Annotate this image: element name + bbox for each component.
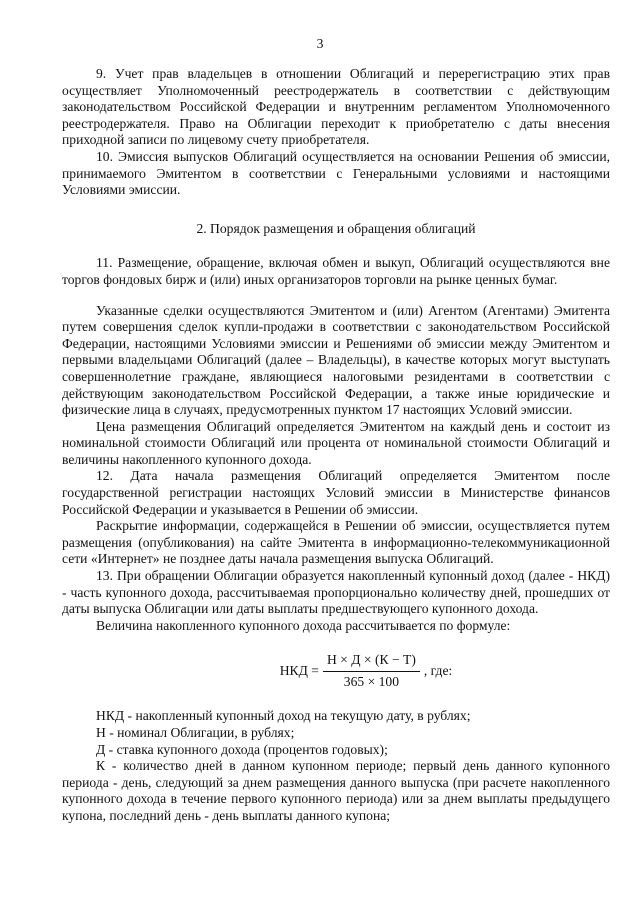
document-body [62,66,610,825]
paragraph-price: Цена размещения Облигаций определяется Эмитентом на каждый день и состоит из номинальной стоимости Облигаций или процента от номинальной стоимости Облигаций и величины накопленного купонного дохода. [62,418,610,467]
nkd-formula [122,648,610,694]
definition-d: Д - ставка купонного дохода (процентов годовых); [96,741,388,757]
paragraph-12: 12. Дата начала размещения Облигаций определяется Эмитентом после государственной регистрации настоящих Условий эмиссии в Министерстве финансов Российской Федерации и указывается в Решении об эмиссии. [62,468,610,517]
paragraph-formula-intro: Величина накопленного купонного дохода рассчитывается по формуле: [96,617,511,633]
paragraph-disclosure: Раскрытие информации, содержащейся в Решении об эмиссии, осуществляется путем размещения (опубликования) на сайте Эмитента в информационно-телекоммуникационной сети «Интернет» не позднее даты начала размещения выпуска Облигаций. [62,518,610,567]
paragraph-gap [62,289,610,303]
paragraph-deals: Указанные сделки осуществляются Эмитентом и (или) Агентом (Агентами) Эмитента путем совершения сделок купли-продажи в соответствии с законодательством Российской Федерации, настоящими Условиями эмиссии и Решениями об эмиссии между Эмитентом и первыми владельцами Облигаций (далее – Владельцы), в качестве которых могут выступать совершеннолетние граждане, являющиеся налоговыми резидентами в соответствии с действующим законодательством Российской Федерации, а также иные юридические и физические лица в случаях, предусмотренных пунктом 17 настоящих Условий эмиссии. [62,302,610,418]
formula-denominator: 365 × 100 [343,673,400,689]
definition-nkd: НКД - накопленный купонный доход на текущую дату, в рублях; [96,708,471,724]
paragraph-10: 10. Эмиссия выпусков Облигаций осуществляется на основании Решения об эмиссии, принимаемого Эмитентом в соответствии с Генеральными условиями и настоящими Условиями эмиссии. [62,148,610,198]
formula-fraction [323,652,420,690]
paragraph-11: 11. Размещение, обращение, включая обмен и выкуп, Облигаций осуществляются вне торгов фондовых бирж и (или) иных организаторов торговли на рынке ценных бумаг. [62,255,610,287]
formula-numerator: Н × Д × (К − Т) [323,652,420,672]
page-number: 3 [316,36,324,51]
formula-lhs: НКД = [279,663,319,679]
formula-tail: , где: [423,663,453,679]
paragraph-13: 13. При обращении Облигации образуется накопленный купонный доход (далее - НКД) - часть купонного дохода, рассчитываемая пропорционально количеству дней, прошедших от даты выпуска Облигации или даты выплаты предшествующего купонного дохода. [62,568,610,617]
paragraph-9: 9. Учет прав владельцев в отношении Облигаций и перерегистрацию этих прав осуществляет Уполномоченный реестродержатель в соответствии с действующим законодательством Российской Федерации и внутренним регламентом Уполномоченного реестродержателя. Право на Облигации переходит к приобретателю с даты внесения приходной записи по лицевому счету приобретателя. [62,66,610,148]
definition-n: Н - номинал Облигации, в рублях; [96,725,295,740]
section-title: 2. Порядок размещения и обращения облигаций [196,220,476,236]
definition-k: К - количество дней в данном купонном периоде; первый день данного купонного периода - день, следующий за днем размещения данного выпуска (при расчете накопленного купонного дохода в течение первого купонного периода) или за днем выплаты предыдущего купона, последний день - день выплаты данного купона; [62,758,610,823]
